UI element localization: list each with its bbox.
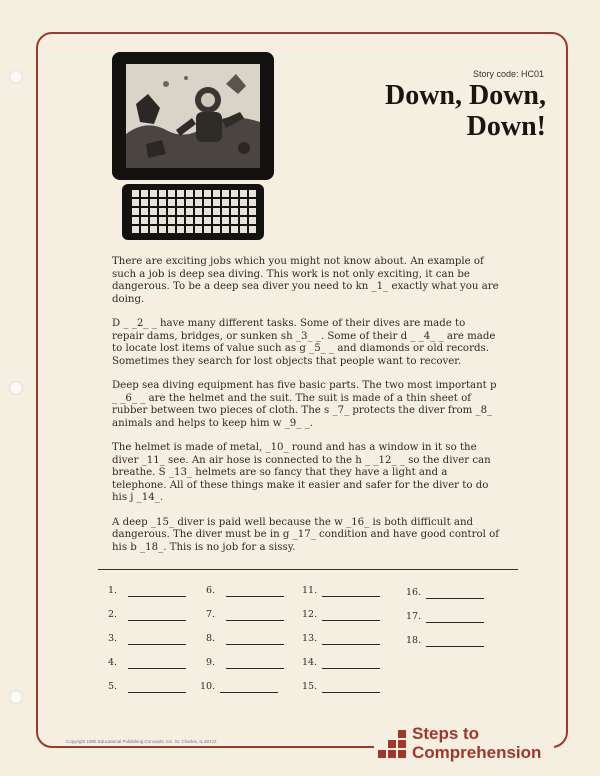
answer-blank-16[interactable]: 16. xyxy=(406,587,421,598)
answer-blank-15[interactable]: 15. xyxy=(302,681,317,692)
logo-line-1: Steps to xyxy=(412,724,480,743)
answer-blank-7[interactable]: 7. xyxy=(206,609,215,620)
answer-blank-3[interactable]: 3. xyxy=(108,633,117,644)
answer-blank-9[interactable]: 9. xyxy=(206,657,215,668)
monitor-icon xyxy=(112,52,274,180)
answer-blanks xyxy=(108,585,508,695)
diver-scene-image xyxy=(126,64,260,168)
answer-blank-4[interactable]: 4. xyxy=(108,657,117,668)
steps-logo-icon xyxy=(378,730,408,760)
answer-blank-5[interactable]: 5. xyxy=(108,681,117,692)
title-line-1: Down, Down, xyxy=(384,80,546,111)
logo-line-2: Comprehension xyxy=(412,743,542,762)
story-paragraph: A deep _15_ diver is paid well because the w _16_ is both difficult and dangerous. The diver must be in g _17_ condition and have good control of his b _18_. This is no job for a sissy. xyxy=(112,516,500,553)
answer-blank-17[interactable]: 17. xyxy=(406,611,421,622)
story-paragraph: Deep sea diving equipment has five basic parts. The two most important p _ _6_ _ are the helmet and the suit. The suit is made of a thin sheet of rubber between two pieces of cloth. The s _7_ protects the diver from _8_ animals and helps to keep him w _9_ _. xyxy=(112,380,497,429)
story-code: Story code: HC01 xyxy=(472,69,544,79)
answer-blank-1[interactable]: 1. xyxy=(108,585,117,596)
answer-blank-13[interactable]: 13. xyxy=(302,633,317,644)
page-title xyxy=(306,80,546,142)
answer-blank-11[interactable]: 11. xyxy=(302,585,317,596)
story-paragraph: There are exciting jobs which you might not know about. An example of such a job is deep sea diving. This work is not only exciting, it can be dangerous. To be a deep sea diver you need to kn _1_ exactly what you are doing. xyxy=(112,256,499,305)
steps-logo xyxy=(378,726,578,768)
answer-blank-12[interactable]: 12. xyxy=(302,609,317,620)
section-divider xyxy=(98,569,518,570)
answer-blank-14[interactable]: 14. xyxy=(302,657,317,668)
story-paragraph: The helmet is made of metal, _10_ round and has a window in it so the diver _11_ see. An air hose is connected to the h _ _12_ _ so the diver can breathe. S _13_ helmets are so fancy that they have a light and a telephone. All of these things make it easier and safer for the diver to do his j _14_. xyxy=(112,442,491,503)
keyboard-icon xyxy=(122,184,264,240)
binder-hole-bottom xyxy=(9,690,23,704)
binder-hole-top xyxy=(9,70,23,84)
answer-blank-18[interactable]: 18. xyxy=(406,635,421,646)
computer-illustration xyxy=(112,52,274,240)
answer-blank-2[interactable]: 2. xyxy=(108,609,117,620)
diver-scene-svg xyxy=(126,64,260,168)
answer-blank-8[interactable]: 8. xyxy=(206,633,215,644)
story-paragraph: D _ _2_ _ have many different tasks. Some of their dives are made to repair dams, bridges, or sunken sh _3_ _. Some of their d _ _4_ _ are made to locate lost items of value such as g _5_ _ and diamonds or old records. Sometimes they search for lost objects that people want to recover. xyxy=(112,318,496,367)
story-text xyxy=(112,256,500,566)
copyright-text: Copyright 1986 Educational Publishing Concepts, Inc. St. Charles, IL 60174 xyxy=(66,739,217,744)
answer-blank-10[interactable]: 10. xyxy=(200,681,215,692)
binder-hole-middle xyxy=(9,381,23,395)
answer-blank-6[interactable]: 6. xyxy=(206,585,215,596)
title-line-2: Down! xyxy=(466,111,546,142)
